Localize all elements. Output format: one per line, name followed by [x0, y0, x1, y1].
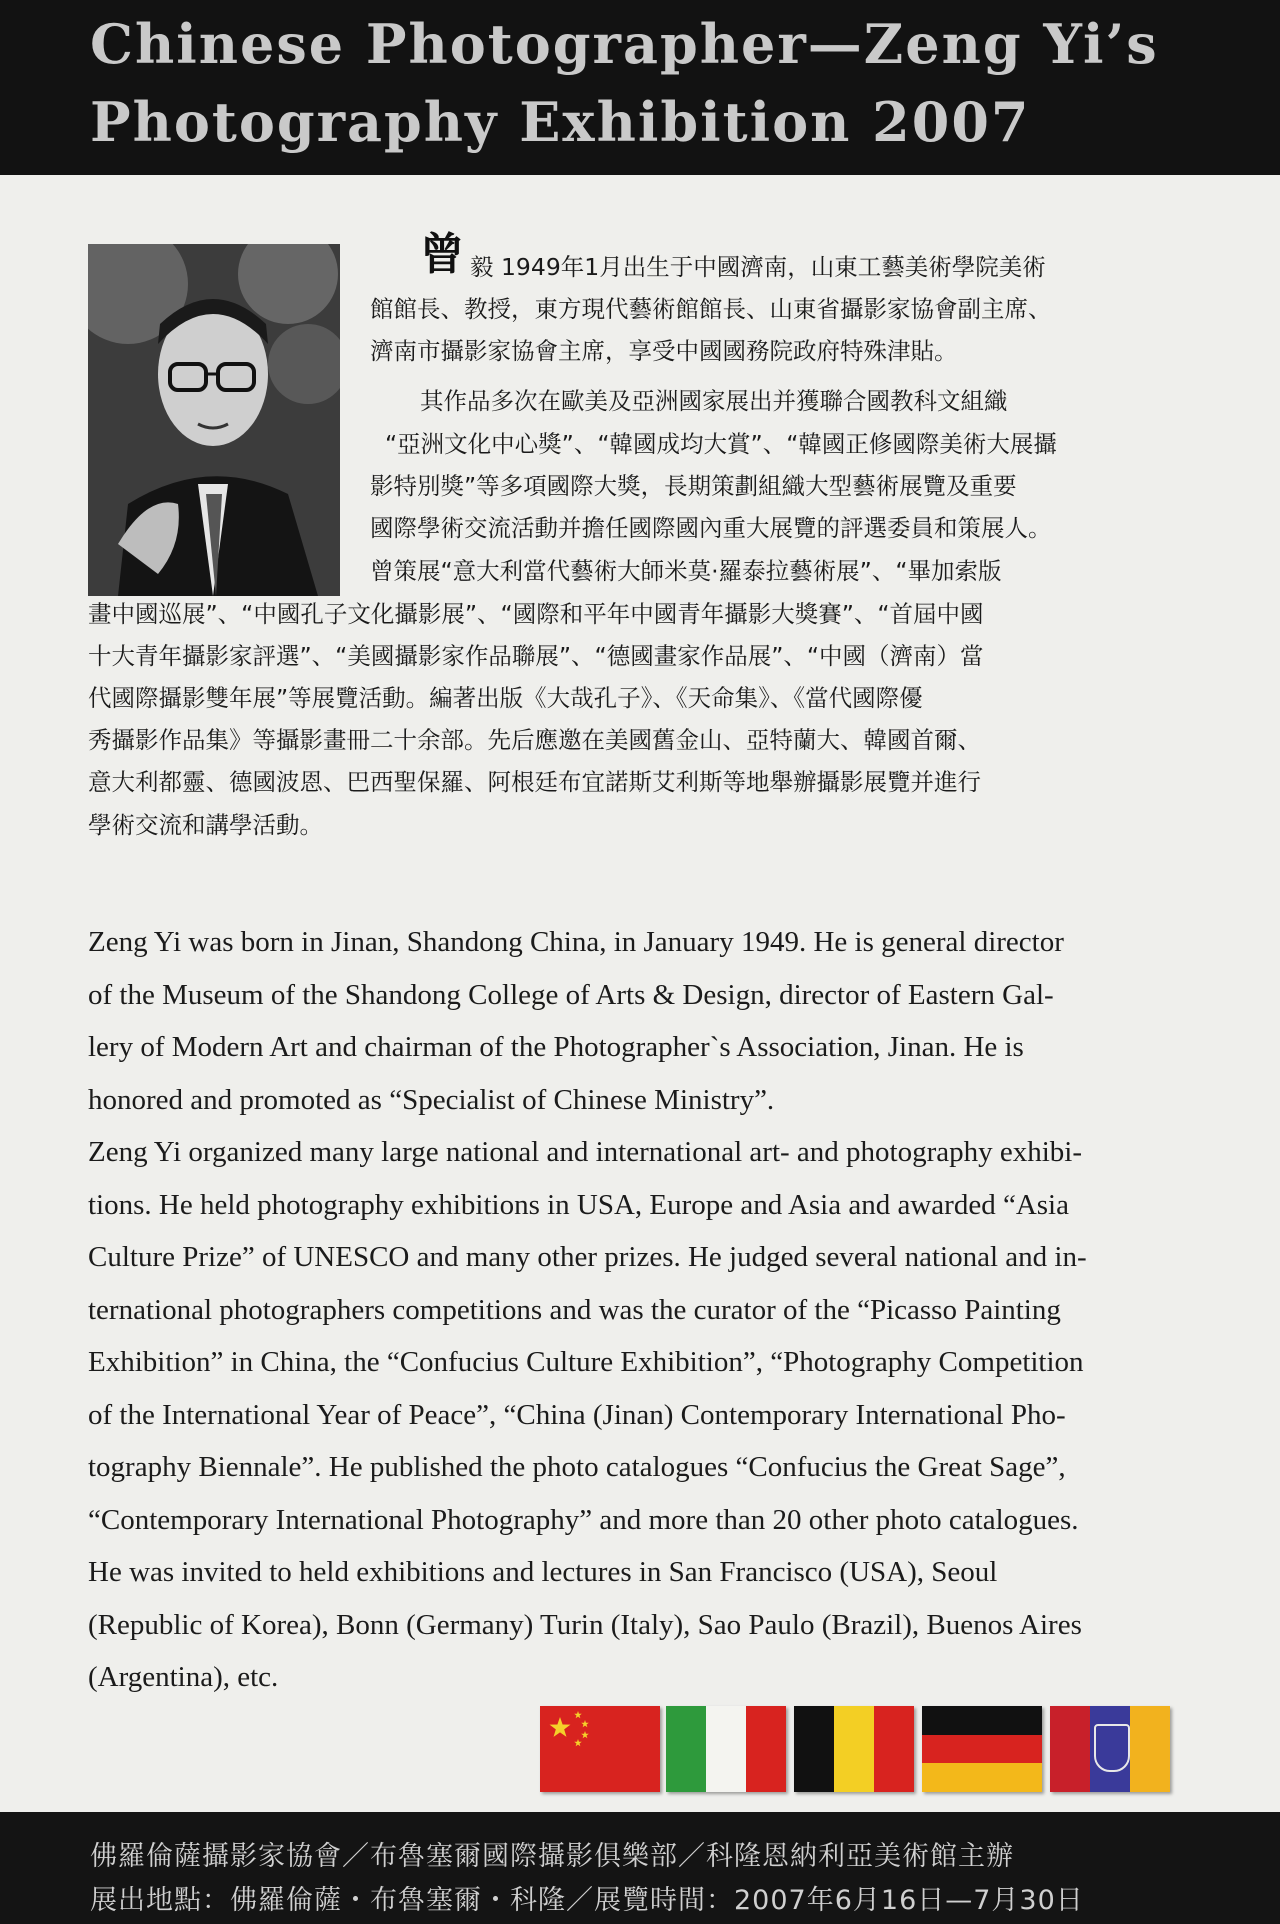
shield-emblem-icon [1094, 1724, 1130, 1772]
page-title-line-2: Photography Exhibition 2007 [90, 90, 1031, 154]
english-bio-line: honored and promoted as “Specialist of Chinese Ministry”. [88, 1083, 775, 1116]
english-bio-line: Zeng Yi organized many large national and international art- and photography exhibi- [88, 1136, 1083, 1168]
chinese-bio-line: 意大利都靈、德國波恩、巴西聖保羅、阿根廷布宜諾斯艾利斯等地舉辦攝影展覽并進行 [88, 768, 981, 796]
flag-belgium [794, 1706, 914, 1792]
chinese-bio-line: 秀攝影作品集》等攝影畫冊二十余部。先后應邀在美國舊金山、亞特蘭大、韓國首爾、 [88, 726, 981, 754]
chinese-bio-line: 館館長、教授，東方現代藝術館館長、山東省攝影家協會副主席、 [370, 295, 1052, 323]
english-bio-line: (Argentina), etc. [88, 1661, 279, 1693]
english-bio-line: Exhibition” in China, the “Confucius Culture Exhibition”, “Photography Competition [88, 1346, 1084, 1378]
venue-dates-line: 展出地點：佛羅倫薩・布魯塞爾・科隆／展覽時間：2007年6月16日—7月30日 [90, 1885, 1084, 1916]
english-bio-line: of the Museum of the Shandong College of Arts & Design, director of Eastern Gal- [88, 978, 1054, 1011]
surname-character: 曾 [420, 229, 464, 280]
flag-italy [666, 1706, 786, 1792]
chinese-bio-line: 曾策展“意大利當代藝術大師米莫·羅泰拉藝術展”、“畢加索版 [370, 557, 1002, 585]
english-bio-line: ternational photographers competitions and was the curator of the “Picasso Painting [88, 1293, 1061, 1326]
organizers-line: 佛羅倫薩攝影家協會／布魯塞爾國際攝影俱樂部／科隆恩納利亞美術館主辦 [90, 1841, 1014, 1872]
portrait-photo [88, 244, 340, 596]
english-bio-line: Zeng Yi was born in Jinan, Shandong China, in January 1949. He is general director [88, 926, 1064, 958]
chinese-bio-line: 國際學術交流活動并擔任國際國內重大展覽的評選委員和策展人。 [370, 514, 1052, 542]
chinese-bio-line: 十大青年攝影家評選”、“美國攝影家作品聯展”、“德國畫家作品展”、“中國（濟南）當 [88, 642, 984, 670]
english-bio-line: (Republic of Korea), Bonn (Germany) Turin (Italy), Sao Paulo (Brazil), Buenos Aires [88, 1608, 1082, 1641]
flag-germany [922, 1706, 1042, 1792]
english-bio-line: Culture Prize” of UNESCO and many other prizes. He judged several national and in- [88, 1241, 1087, 1273]
chinese-bio-line: 學術交流和講學活動。 [88, 811, 323, 839]
chinese-bio-line: 毅 1949年1月出生于中國濟南，山東工藝美術學院美術 [470, 253, 1046, 281]
title-banner [0, 0, 1280, 175]
flag-emblem-flag [1050, 1706, 1170, 1792]
flag-china [540, 1706, 660, 1792]
english-bio-line: lery of Modern Art and chairman of the Photographer`s Association, Jinan. He is [88, 1031, 1024, 1063]
chinese-bio-line: 其作品多次在歐美及亞洲國家展出并獲聯合國教科文組織 [420, 387, 1008, 415]
chinese-bio-line: 畫中國巡展”、“中國孔子文化攝影展”、“國際和平年中國青年攝影大獎賽”、“首屆中國 [88, 600, 984, 628]
footer-banner [0, 1812, 1280, 1924]
chinese-bio-line: “亞洲文化中心獎”、“韓國成均大賞”、“韓國正修國際美術大展攝 [385, 430, 1057, 458]
english-bio-line: “Contemporary International Photography” and more than 20 other photo catalogues. [88, 1503, 1079, 1536]
english-bio-line: tions. He held photography exhibitions in USA, Europe and Asia and awarded “Asia [88, 1188, 1069, 1221]
flag-row [540, 1706, 1168, 1792]
chinese-bio-line: 影特別獎”等多項國際大獎，長期策劃組織大型藝術展覽及重要 [370, 472, 1017, 500]
english-bio-line: He was invited to held exhibitions and lectures in San Francisco (USA), Seoul [88, 1556, 998, 1588]
chinese-bio-line: 濟南市攝影家協會主席，享受中國國務院政府特殊津貼。 [370, 337, 958, 365]
page-title-line-1: Chinese Photographer—Zeng Yi’s [90, 12, 1159, 76]
english-bio-line: tography Biennale”. He published the photo catalogues “Confucius the Great Sage”, [88, 1451, 1066, 1483]
english-bio-line: of the International Year of Peace”, “China (Jinan) Contemporary International Pho- [88, 1398, 1066, 1431]
chinese-bio-line: 代國際攝影雙年展”等展覽活動。編著出版《大哉孔子》、《天命集》、《當代國際優 [88, 684, 923, 712]
